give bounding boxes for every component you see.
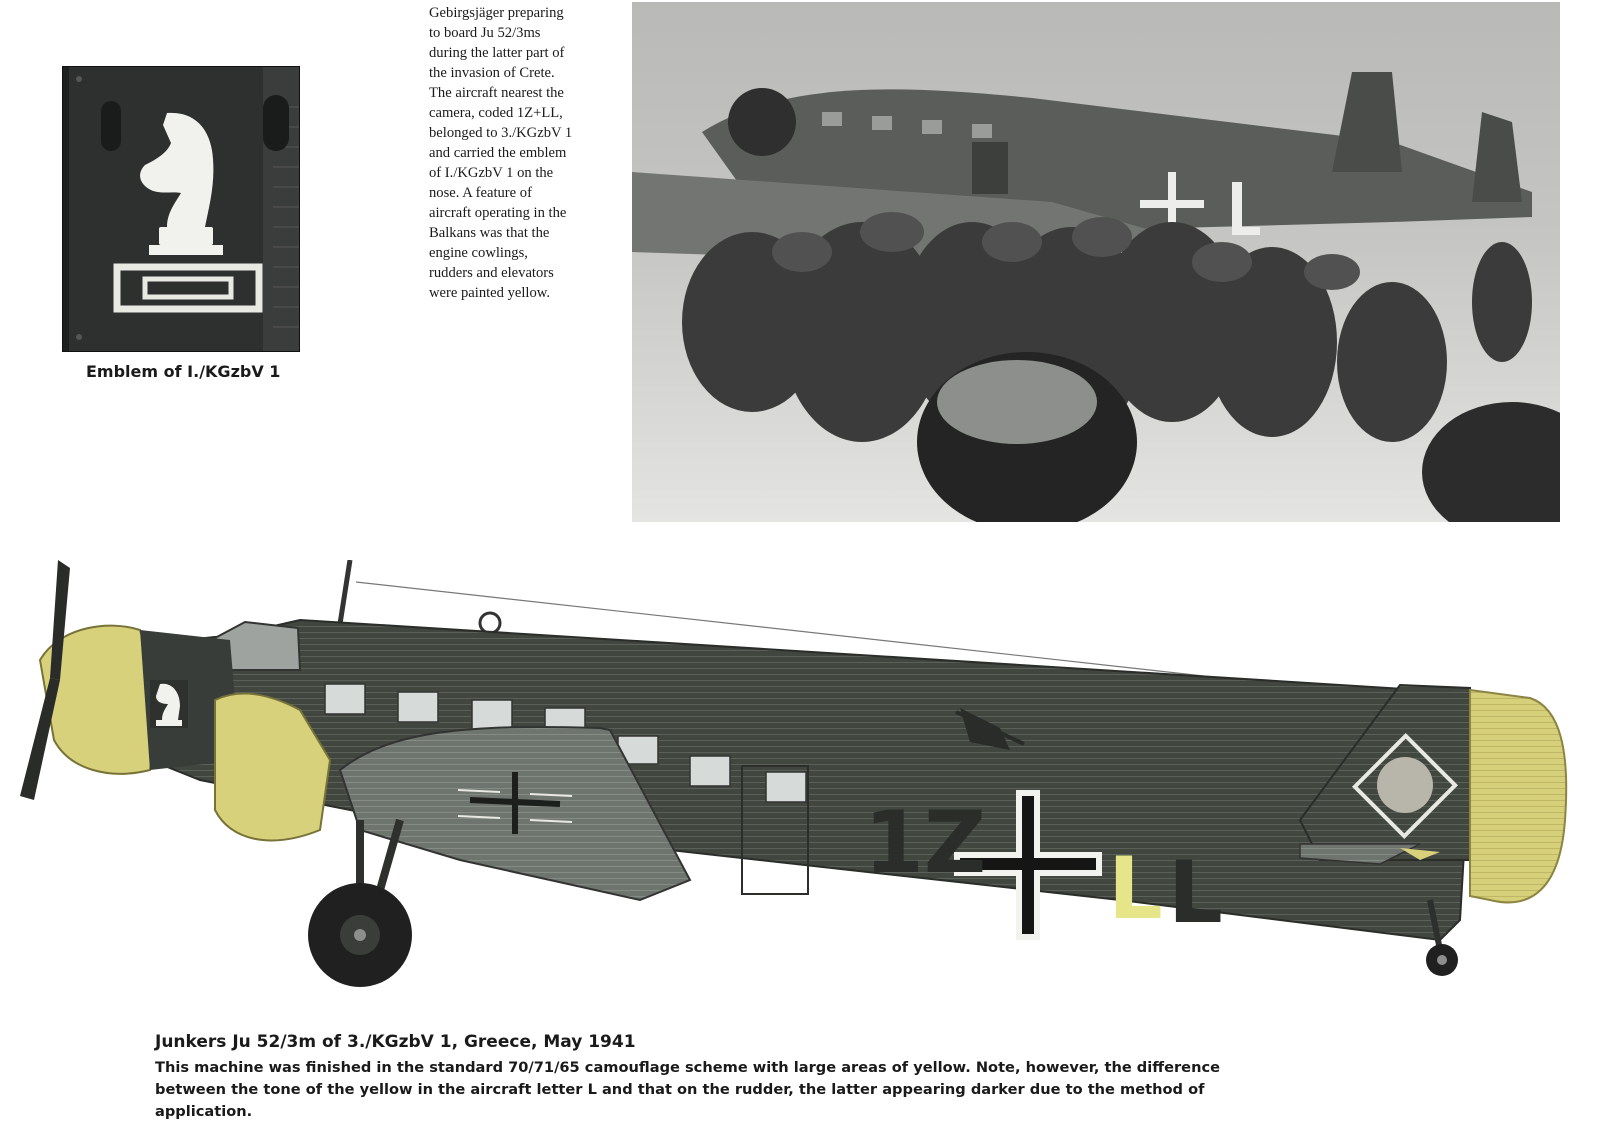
caption-line: aircraft operating in the: [429, 205, 567, 221]
letter-l-yellow: L: [1108, 839, 1163, 939]
caption-line: and carried the emblem: [429, 145, 567, 161]
caption-line: belonged to 3./KGzbV 1: [429, 125, 573, 141]
caption-line: were painted yellow.: [429, 285, 551, 301]
historical-photo: [632, 2, 1560, 522]
caption-line: The aircraft nearest the: [429, 85, 564, 101]
profile-title: Junkers Ju 52/3m of 3./KGzbV 1, Greece, May 1941: [155, 1032, 636, 1052]
caption-line: to board Ju 52/3ms: [429, 25, 541, 41]
caption-line: the invasion of Crete.: [429, 65, 555, 81]
caption-line: Gebirgsjäger preparing: [429, 5, 564, 21]
emblem-image: [62, 66, 300, 352]
caption-line: of I./KGzbV 1 on the: [429, 165, 554, 181]
caption-line: rudders and elevators: [429, 265, 554, 281]
photo-caption: [429, 3, 609, 303]
fuselage-code-left: 1Z: [864, 793, 987, 893]
letter-l-dark: L: [1168, 843, 1223, 943]
caption-line: during the latter part of: [429, 45, 565, 61]
caption-line: camera, coded 1Z+LL,: [429, 105, 563, 121]
aircraft-profile: [0, 560, 1600, 1020]
emblem-caption: Emblem of I./KGzbV 1: [86, 362, 281, 381]
caption-line: Balkans was that the: [429, 225, 550, 241]
caption-line: engine cowlings,: [429, 245, 528, 261]
profile-description: This machine was finished in the standard 70/71/65 camouflage scheme with large areas of yellow. Note, however, the difference between the tone of the yellow in the aircraft letter L and that on the rudder, the latter appearing darker due to the method of application.: [155, 1059, 1221, 1120]
caption-line: nose. A feature of: [429, 185, 532, 201]
